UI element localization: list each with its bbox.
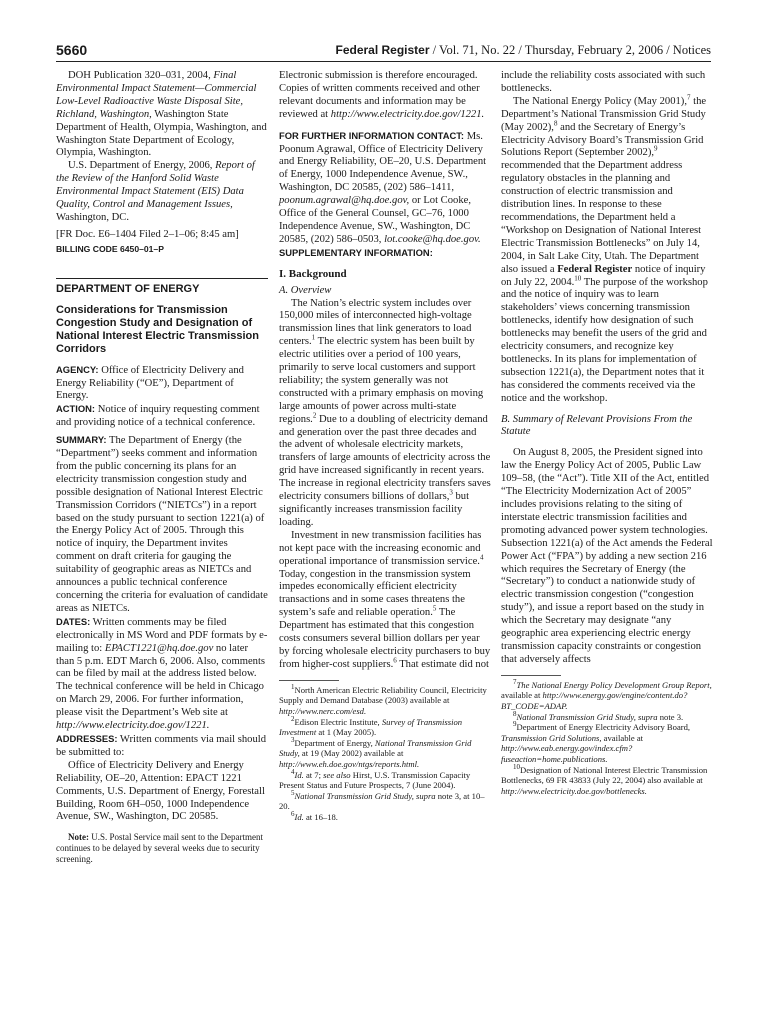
overview-paragraph-1: The Nation’s electric system includes over 150,000 miles of interconnected high-voltage transmission lines that link generators to load centers.$^1$ The electric system has been built by electric utilities over a period of 100 years, primarily to serve local customers and support reliability; the system generally was not constructed with a primary emphasis on moving large amounts of power across multi-state regions.$^2$ Due to a doubling of electricity demand and generation over the past three decades and the advent of wholesale electricity markets, transfers of large amounts of electricity across the grid have increased significantly in recent years. The increase in regional electricity transfers saves electricity consumers billions of dollars,$^3$ but significantly increases transmission facility loading. — [279, 297, 491, 528]
header-rule — [56, 61, 711, 62]
footnote-2: $^2$Edison Electric Institute, Survey of Transmission Investment at 1 (May 2005). — [279, 714, 463, 738]
action-field: ACTION: Notice of inquiry requesting comment and providing notice of a technical conference. — [56, 403, 260, 429]
statute-paragraph: On August 8, 2005, the President signed into law the Energy Policy Act of 2005, Public Law 109–58, (the “Act”). Title XII of the Act, entitled “The Electricity Modernization Act of 2005” includes provisions relating to the siting of interstate electric transmission facilities and promoting advanced power system technologies. Subsection 1221(a) of the Act amends the Federal Power Act (“FPA”) by adding a new section 216 which requires the Secretary of Energy (the “Secretary”) to conduct a nationwide study of electric transmission congestion (“congestion study”), and issue a report based on the study in which the Secretary may designate “any geographic area experiencing electric energy transmission capacity constraints or congestion that adversely affects — [501, 447, 713, 665]
overview-paragraph-2: Investment in new transmission facilities has not kept pace with the increasing economic and operational importance of transmission service.$^4$ Today, congestion in the transmission system impedes economically efficient electricity transactions and in some cases threatens the system’s safe and reliable operation.$^5$ The Department has estimated that this congestion costs consumers several billion dollars per year by forcing wholesale electricity purchasers to buy from higher-cost suppliers.$^6$ That estimate did not — [279, 529, 491, 670]
footnote-6: $^6$Id. at 16–18. — [291, 810, 338, 822]
reference-doh: DOH Publication 320–031, 2004, Final Environmental Impact Statement—Commercial Low-Level Radioactive Waste Disposal Site, Richland, Washington, Washington State Department of Health, Olympia, Washington, and Washington State Department of Ecology, Olympia, Washington. — [56, 70, 267, 159]
reliability-costs: include the reliability costs associated with such bottlenecks. — [501, 70, 706, 94]
electronic-submission: Electronic submission is therefore encouraged. Copies of written comments received and other relevant documents and information may be reviewed at http://www.electricity.doe.gov/1221. — [279, 70, 485, 120]
footnote-5: $^5$National Transmission Grid Study, supra note 3, at 10–20. — [279, 788, 485, 812]
subsection-a-heading: A. Overview — [279, 284, 332, 296]
contact-field: FOR FURTHER INFORMATION CONTACT: Ms. Poonum Agrawal, Office of Electricity Delivery and Energy Reliability, OE–20, U.S. Department of Energy, 1000 Independence Avenue, SW., Washington, DC 20585, (202) 586–1411, poonum.agrawal@hq.doe.gov, or Lot Cooke, Office of the General Counsel, GC–76, 1000 Independence Avenue, SW., Washington, DC 20585, (202) 586–0503, lot.cooke@hq.doe.gov. — [279, 129, 487, 245]
footnote-3: $^3$Department of Energy, National Transmission Grid Study, at 19 (May 2002) available at http://www.eh.doe.gov/ntgs/reports.html. — [279, 735, 472, 769]
page-number: 5660 — [56, 42, 88, 58]
national-energy-policy-paragraph: The National Energy Policy (May 2001),$^7$ the Department’s National Transmission Grid Study (May 2002),$^8$ and the Secretary of Energy’s Electricity Advisory Board’s Transmission Grid Solutions Report (September 2002),$^9$ recommended that the Department address regulatory obstacles in the planning and construction of electric transmission and distribution lines. In response to these recommendations, the Department held a “Workshop on Designation of National Interest Electric Transmission Bottlenecks” on July 14, 2004, in Salt Lake City, Utah. The Department also issued a Federal Register notice of inquiry on July 22, 2004.10 The purpose of the workshop and the notice of inquiry was to learn stakeholders’ views concerning transmission bottlenecks, identify how designation of such bottlenecks may benefit the users of the grid and electricity consumers, and recognize key bottlenecks. In its plans for implementation of subsection 1221(a), the Department notes that it has considered the comments received via the notice and the workshop. — [501, 93, 708, 404]
subsection-b-heading: B. Summary of Relevant Provisions From the Statute — [501, 413, 693, 438]
dates-field: DATES: Written comments may be filed electronically in MS Word and PDF formats by e-mailing to: EPACT1221@hq.doe.gov no later than 5 p.m. EDT March 6, 2006. Also, comments can be filed by mail at the address listed below. The technical conference will be held in Chicago on March 29, 2006. For further information, please visit the Department’s Web site at http://www.electricity.doe.gov/1221. — [56, 615, 268, 732]
issue-info: / Vol. 71, No. 22 / Thursday, February 2, 2006 / Notices — [429, 43, 711, 57]
billing-code: BILLING CODE 6450–01–P — [56, 243, 164, 254]
footnote-10: $^{10}$Designation of National Interest Electric Transmission Bottlenecks, 69 FR 43833 (July 22, 2004) also available at http://www.electricity.doe.gov/bottlenecks. — [501, 762, 708, 796]
journal-name: Federal Register — [335, 43, 430, 57]
footnote-4: $^4$Id. at 7; see also Hirst, U.S. Transmission Capacity Present Status and Future Prospects, 7 (June 2004). — [279, 767, 471, 791]
footnotes-col3 — [501, 677, 713, 797]
summary-field: SUMMARY: The Department of Energy (the “Department”) seeks comment and information from the public concerning its plans for an electricity transmission congestion study and possible designation of National Interest Electric Transmission Corridors (“NIETCs”) in a report based on the study pursuant to section 1221(a) of the Energy Policy Act of 2005. Through this notice of inquiry, the Department invites comment on draft criteria for gauging the suitability of geographic areas as NIETCs and announces a public technical conference concerning the criteria for evaluation of candidate areas as NIETCs. — [56, 434, 268, 614]
footnote-1: $^1$North American Electric Reliability Council, Electricity Supply and Demand Database (2003) available at http://www.nerc.com/esd. — [279, 682, 487, 716]
fr-doc-line: [FR Doc. E6–1404 Filed 2–1–06; 8:45 am] — [56, 228, 239, 240]
notice-title: Considerations for Transmission Congestion Study and Designation of National Interest Electric Transmission Corridors — [56, 303, 259, 355]
section-heading: I. Background — [279, 267, 347, 280]
column-2 — [279, 70, 491, 823]
footnote-8: $^8$National Transmission Grid Study, supra note 3. — [513, 709, 684, 722]
page-header — [56, 42, 711, 62]
column-3 — [501, 70, 713, 796]
mailing-address: Office of Electricity Delivery and Energy Reliability, OE–20, Attention: EPACT 1221 Comments, U.S. Department of Energy, Forestall Building, Room 6H–050, 1000 Independence Avenue, SW., Washington, DC 20585. — [56, 759, 265, 823]
agency-field: AGENCY: Office of Electricity Delivery and Energy Reliability (“OE”), Department of Energy. — [56, 363, 244, 402]
reference-doe: U.S. Department of Energy, 2006, Report of the Review of the Hanford Solid Waste Environmental Impact Statement (EIS) Data Quality, Control and Management Issues, Washington, DC. — [56, 160, 255, 223]
footnotes-col2 — [279, 682, 491, 823]
journal-citation — [335, 43, 711, 58]
postal-note: Note: U.S. Postal Service mail sent to the Department continues to be delayed by several weeks due to security screening. — [56, 832, 263, 865]
column-1 — [56, 70, 268, 865]
footnote-9: $^9$Department of Energy Electricity Advisory Board, Transmission Grid Solutions, available at http://www.eab.energy.gov/index.cfm?fuseaction=home.publications. — [501, 720, 691, 764]
footnote-7: $^7$The National Energy Policy Development Group Report, available at http://www.energy.gov/engine/content.do?BT_CODE=ADAP. — [501, 677, 712, 711]
supplementary-label: SUPPLEMENTARY INFORMATION: — [279, 246, 433, 258]
department-heading: DEPARTMENT OF ENERGY — [56, 278, 268, 296]
addresses-field: ADDRESSES: Written comments via mail should be submitted to: — [56, 732, 267, 758]
